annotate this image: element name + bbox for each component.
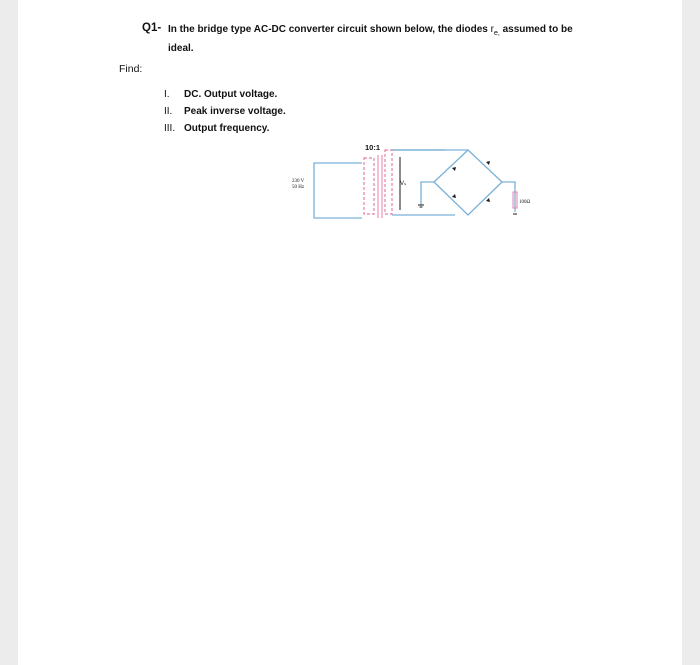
diode-icon bbox=[486, 161, 490, 165]
bridge-diamond bbox=[434, 150, 502, 215]
diode-icon bbox=[486, 198, 490, 202]
question-text-before: In the bridge type AC-DC converter circuit shown below, the diodes bbox=[168, 24, 491, 35]
diode-icon bbox=[452, 194, 456, 198]
find-label: Find: bbox=[119, 63, 143, 75]
list-item-text: Peak inverse voltage. bbox=[184, 106, 286, 117]
source-voltage: 230 V bbox=[292, 179, 305, 184]
list-item-text: DC. Output voltage. bbox=[184, 89, 278, 100]
circuit-wires bbox=[314, 150, 515, 218]
primary-wire bbox=[314, 163, 362, 218]
list-item-number: III. bbox=[164, 123, 176, 134]
turns-ratio: 10:1 bbox=[365, 143, 381, 152]
list-item-number: I. bbox=[164, 89, 170, 100]
ground-wire-left bbox=[421, 182, 434, 205]
list-item-number: II. bbox=[164, 106, 173, 117]
list-item-text: Output frequency. bbox=[184, 123, 270, 134]
secondary-coil bbox=[385, 150, 392, 214]
symbol-sub: e, bbox=[493, 30, 500, 37]
secondary-label: Vₛ bbox=[400, 181, 407, 187]
ground-icon bbox=[418, 205, 424, 207]
diode-icon bbox=[452, 167, 456, 171]
symbol-base: r bbox=[490, 24, 494, 35]
bridge-diodes bbox=[452, 161, 490, 202]
question-number: Q1- bbox=[142, 22, 162, 34]
primary-coil bbox=[364, 155, 382, 218]
load-value: 100Ω bbox=[519, 200, 531, 205]
question-text-after: assumed to be ideal. bbox=[168, 24, 573, 54]
source-frequency: 50 Hz bbox=[292, 185, 305, 190]
